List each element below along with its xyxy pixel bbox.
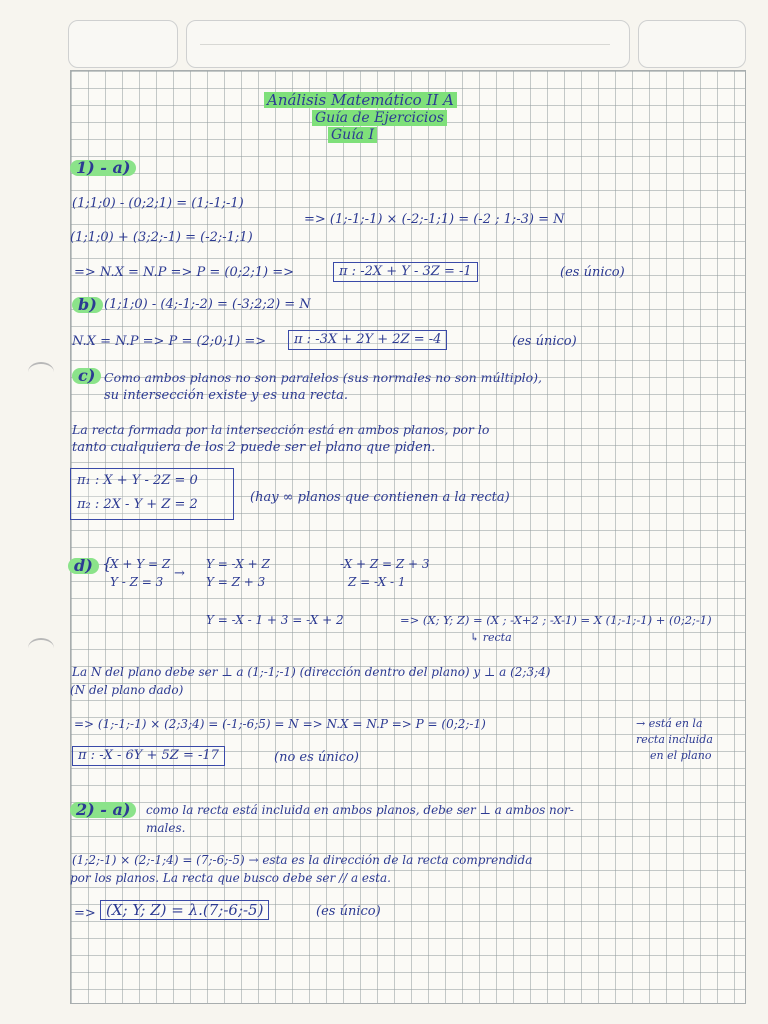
p2a-note: (es único): [316, 904, 381, 919]
p1b-plane-answer: π : -3X + 2Y + 2Z = -4: [288, 330, 447, 350]
p1c-plane2: π₂ : 2X - Y + Z = 2: [77, 497, 198, 512]
p1a-cross: => (1;-1;-1) × (-2;-1;1) = (-2 ; 1;-3) = N: [304, 212, 565, 227]
p1d-side1: → está en la: [636, 717, 703, 730]
p2a-answer-prefix: =>: [74, 906, 96, 921]
punch-hole-lower: [28, 638, 54, 658]
title-guide-number: Guía I: [328, 127, 377, 143]
p2a-line2: males.: [146, 821, 186, 835]
header-box-left: [68, 20, 178, 68]
p2a-answer: (X; Y; Z) = λ.(7;-6;-5): [100, 900, 269, 920]
title-guide: Guía de Ejercicios: [312, 110, 447, 126]
p2a-line1: como la recta está incluida en ambos planos, debe ser ⊥ a ambos nor-: [146, 803, 574, 817]
p1a-line1: (1;1;0) - (0;2;1) = (1;-1;-1): [72, 196, 244, 211]
label-1c: c): [72, 368, 101, 384]
system-brace: {: [102, 554, 113, 573]
p1a-note: (es único): [560, 265, 625, 280]
p1b-line2: N.X = N.P => P = (2;0;1) =>: [72, 334, 267, 349]
title-course: Análisis Matemático II A: [264, 92, 457, 108]
p1c-note: (hay ∞ planos que contienen a la recta): [250, 490, 510, 505]
p1b-line1: (1;1;0) - (4;-1;-2) = (-3;2;2) = N: [104, 297, 311, 312]
p1c-line1: Como ambos planos no son paralelos (sus normales no son múltiplo),: [104, 370, 542, 385]
header-divider: [200, 44, 610, 45]
p1b-note: (es único): [512, 334, 577, 349]
p1d-parametric: => (X; Y; Z) = (X ; -X+2 ; -X-1) = X (1;-1;-1) + (0;2;-1): [400, 613, 712, 627]
arrow-icon: →: [174, 566, 185, 581]
p1d-line3: => (1;-1;-1) × (2;3;4) = (-1;-6;5) = N => N.X = N.P => P = (0;2;-1): [74, 717, 486, 731]
label-1b: b): [72, 297, 103, 313]
label-1a: 1) - a): [70, 160, 136, 176]
p1c-plane1: π₁ : X + Y - 2Z = 0: [77, 473, 198, 488]
p1d-step5: Y = -X - 1 + 3 = -X + 2: [206, 613, 344, 627]
punch-hole-upper: [28, 362, 54, 382]
header-box-right: [638, 20, 746, 68]
p1a-line3: => N.X = N.P => P = (0;2;1) =>: [74, 265, 295, 280]
p1d-step2: Y = Z + 3: [206, 575, 266, 589]
p1c-line4: tanto cualquiera de los 2 puede ser el plano que piden.: [72, 440, 436, 455]
label-1d: d): [68, 558, 99, 574]
p1a-plane-answer: π : -2X + Y - 3Z = -1: [333, 262, 478, 282]
p1c-planes-box: [70, 468, 234, 520]
p1d-plane-answer: π : -X - 6Y + 5Z = -17: [72, 746, 225, 766]
p1d-note: (no es único): [274, 750, 359, 765]
p1d-step4: Z = -X - 1: [348, 575, 406, 589]
p1d-line1: La N del plano debe ser ⊥ a (1;-1;-1) (dirección dentro del plano) y ⊥ a (2;3;4): [72, 665, 551, 679]
p1d-step1: Y = -X + Z: [206, 557, 270, 571]
p2a-line4: por los planos. La recta que busco debe ser // a esta.: [70, 871, 391, 885]
p1d-sys1: X + Y = Z: [110, 557, 171, 571]
p1d-step3: -X + Z = Z + 3: [340, 557, 430, 571]
p1a-line2: (1;1;0) + (3;2;-1) = (-2;-1;1): [70, 230, 253, 245]
p1d-side3: en el plano: [650, 749, 712, 762]
p2a-line3: (1;2;-1) × (2;-1;4) = (7;-6;-5) → esta es la dirección de la recta comprendida: [72, 853, 533, 867]
p1c-line3: La recta formada por la intersección está en ambos planos, por lo: [72, 422, 490, 437]
p1d-sys2: Y - Z = 3: [110, 575, 164, 589]
p1c-line2: su intersección existe y es una recta.: [104, 388, 349, 403]
p1d-side2: recta incluida: [636, 733, 713, 746]
label-2a: 2) - a): [70, 802, 136, 818]
p1d-line2: (N del plano dado): [70, 683, 184, 697]
p1d-recta-label: ↳ recta: [470, 631, 512, 644]
